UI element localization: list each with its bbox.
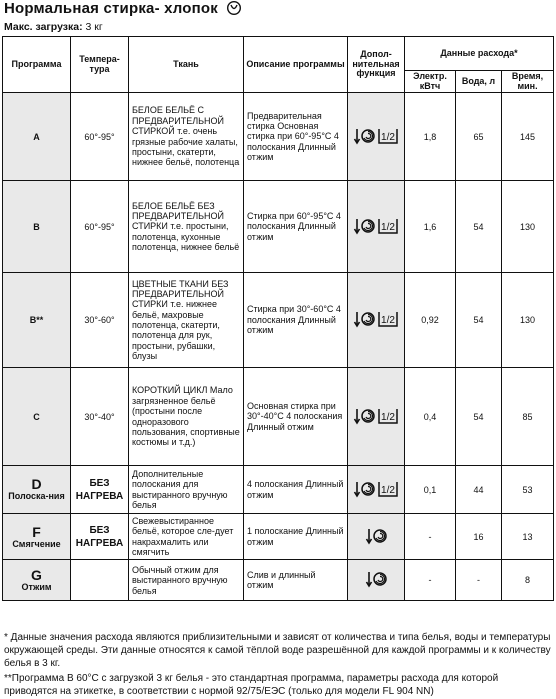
water-cell: - bbox=[456, 560, 502, 601]
description-cell: Основная стирка при 30°-40°C 4 полоскания Длинный отжим bbox=[244, 368, 348, 466]
header-temperature: Темпера-тура bbox=[71, 37, 129, 93]
half-load-icon bbox=[377, 479, 399, 501]
extra-function-cell bbox=[348, 273, 405, 368]
temperature-cell: 60°-95° bbox=[71, 181, 129, 273]
extra-function-cell bbox=[348, 514, 405, 560]
header-extra-function: Допол-нительная функция bbox=[348, 37, 405, 93]
footnote-standard-program: **Программа В 60°C с загрузкой 3 кг белья - это стандартная программа, параметры расхода для которой приводятся на этикетке, в соответствии с нормой 92/75/ЕЭС (только для модели FL 904 NN) bbox=[4, 673, 499, 697]
program-letter: G bbox=[31, 567, 42, 584]
temperature-reduce-icon bbox=[353, 479, 375, 501]
fabric-cell: КОРОТКИЙ ЦИКЛ Мало загрязненное бельё (простыни после одноразового пользования, спортивные костюмы и т.д.) bbox=[129, 368, 244, 466]
temperature-reduce-icon bbox=[365, 526, 387, 548]
electricity-cell: 1,8 bbox=[405, 93, 456, 181]
table-row bbox=[3, 181, 554, 273]
water-cell: 16 bbox=[456, 514, 502, 560]
half-load-icon bbox=[377, 216, 399, 238]
electricity-cell: 0,92 bbox=[405, 273, 456, 368]
temperature-reduce-icon bbox=[365, 569, 387, 591]
program-letter: F bbox=[32, 523, 41, 540]
water-cell: 54 bbox=[456, 368, 502, 466]
program-subtitle: Отжим bbox=[21, 582, 52, 593]
table-row bbox=[3, 560, 554, 601]
program-subtitle: Полоска-ния bbox=[8, 491, 65, 502]
header-program: Программа bbox=[3, 37, 71, 93]
svg-text:1/2: 1/2 bbox=[381, 221, 395, 233]
table-row bbox=[3, 273, 554, 368]
program-letter: D bbox=[31, 476, 42, 493]
header-water: Вода, л bbox=[456, 71, 502, 93]
water-cell: 54 bbox=[456, 181, 502, 273]
program-table bbox=[2, 36, 554, 601]
table-row bbox=[3, 93, 554, 181]
title-text: Нормальная стирка- хлопок bbox=[4, 0, 218, 17]
program-cell: B bbox=[3, 181, 71, 273]
time-cell: 85 bbox=[502, 368, 554, 466]
header-description: Описание программы bbox=[244, 37, 348, 93]
svg-text:1/2: 1/2 bbox=[381, 315, 395, 326]
fabric-cell: ЦВЕТНЫЕ ТКАНИ БЕЗ ПРЕДВАРИТЕЛЬНОЙ СТИРКИ т.е. нижнее бельё, махровые полотенца, скатерти, полотенца для рук, простыни, рубашки, блузы bbox=[129, 273, 244, 368]
program-cell bbox=[3, 560, 71, 601]
program-cell: A bbox=[3, 93, 71, 181]
time-cell: 53 bbox=[502, 466, 554, 514]
time-cell: 145 bbox=[502, 93, 554, 181]
extra-function-cell bbox=[348, 560, 405, 601]
max-load bbox=[4, 21, 103, 33]
cotton-icon bbox=[226, 1, 242, 19]
fabric-cell: Дополнительные полоскания для выстиранного вручную белья bbox=[129, 466, 244, 514]
time-cell: 130 bbox=[502, 181, 554, 273]
half-load-icon bbox=[377, 406, 399, 428]
extra-function-cell bbox=[348, 466, 405, 514]
table-row bbox=[3, 514, 554, 560]
description-cell: 1 полоскание Длинный отжим bbox=[244, 514, 348, 560]
electricity-cell: - bbox=[405, 514, 456, 560]
temperature-reduce-icon bbox=[353, 309, 375, 331]
temperature-cell: БЕЗ НАГРЕВА bbox=[71, 466, 129, 514]
description-cell: Стирка при 30°-60°C 4 полоскания Длинный отжим bbox=[244, 273, 348, 368]
temperature-cell: 60°-95° bbox=[71, 93, 129, 181]
fabric-cell: БЕЛОЕ БЕЛЬЁ С ПРЕДВАРИТЕЛЬНОЙ СТИРКОЙ т.е. очень грязные рабочие халаты, простыни, скатерти, нижнее бельё, полотенца bbox=[129, 93, 244, 181]
table-row bbox=[3, 368, 554, 466]
program-subtitle: Смягчение bbox=[12, 538, 61, 549]
program-cell bbox=[3, 466, 71, 514]
extra-function-cell bbox=[348, 93, 405, 181]
temperature-reduce-icon bbox=[353, 406, 375, 428]
header-time: Время, мин. bbox=[502, 71, 554, 93]
half-load-icon bbox=[377, 126, 399, 148]
max-load-label: Макс. загрузка: bbox=[4, 21, 83, 33]
page-title bbox=[4, 0, 242, 19]
temperature-cell: 30°-60° bbox=[71, 273, 129, 368]
half-load-icon bbox=[377, 309, 399, 331]
description-cell: Стирка при 60°-95°C 4 полоскания Длинный отжим bbox=[244, 181, 348, 273]
temperature-cell bbox=[71, 560, 129, 601]
temperature-reduce-icon bbox=[353, 126, 375, 148]
header-consumption: Данные расхода* bbox=[405, 37, 554, 71]
temperature-cell: 30°-40° bbox=[71, 368, 129, 466]
description-cell: 4 полоскания Длинный отжим bbox=[244, 466, 348, 514]
extra-function-cell bbox=[348, 368, 405, 466]
program-cell bbox=[3, 514, 71, 560]
fabric-cell: Свежевыстиранное бельё, которое сле-дует накрахмалить или смягчить bbox=[129, 514, 244, 560]
time-cell: 8 bbox=[502, 560, 554, 601]
electricity-cell: 0,4 bbox=[405, 368, 456, 466]
fabric-cell: БЕЛОЕ БЕЛЬЁ БЕЗ ПРЕДВАРИТЕЛЬНОЙ СТИРКИ т.е. простыни, полотенца, кухонные полотенца, нижнее бельё bbox=[129, 181, 244, 273]
electricity-cell: 0,1 bbox=[405, 466, 456, 514]
program-cell: B** bbox=[3, 273, 71, 368]
table-row bbox=[3, 466, 554, 514]
water-cell: 44 bbox=[456, 466, 502, 514]
temperature-reduce-icon bbox=[353, 216, 375, 238]
extra-function-cell bbox=[348, 181, 405, 273]
electricity-cell: - bbox=[405, 560, 456, 601]
time-cell: 130 bbox=[502, 273, 554, 368]
header-fabric: Ткань bbox=[129, 37, 244, 93]
description-cell: Предварительная стирка Основная стирка при 60°-95°C 4 полоскания Длинный отжим bbox=[244, 93, 348, 181]
header-electricity: Электр. кВтч bbox=[405, 71, 456, 93]
program-cell: C bbox=[3, 368, 71, 466]
electricity-cell: 1,6 bbox=[405, 181, 456, 273]
svg-text:1/2: 1/2 bbox=[381, 484, 395, 496]
svg-text:1/2: 1/2 bbox=[381, 411, 395, 423]
max-load-value: 3 кг bbox=[85, 21, 103, 33]
description-cell: Слив и длинный отжим bbox=[244, 560, 348, 601]
footnote-consumption: * Данные значения расхода являются приблизительными и зависят от количества и типа белья, воды и температуры окружающей среды. Эти данные относятся к самой тёплой воде разрешённой для каждой программы и к количеству белья в 3 кг. bbox=[4, 632, 551, 669]
water-cell: 54 bbox=[456, 273, 502, 368]
fabric-cell: Обычный отжим для выстиранного вручную белья bbox=[129, 560, 244, 601]
svg-text:1/2: 1/2 bbox=[381, 131, 395, 143]
program-rows bbox=[3, 93, 554, 601]
water-cell: 65 bbox=[456, 93, 502, 181]
temperature-cell: БЕЗ НАГРЕВА bbox=[71, 514, 129, 560]
time-cell: 13 bbox=[502, 514, 554, 560]
